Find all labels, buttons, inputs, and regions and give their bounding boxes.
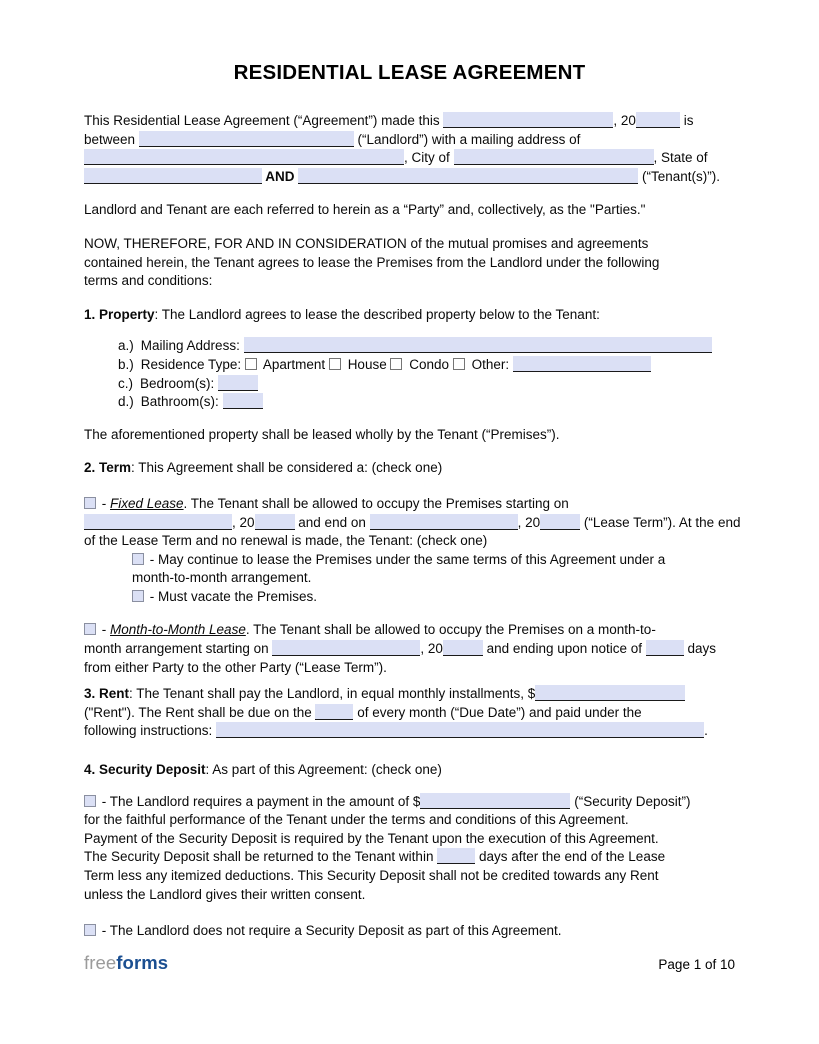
text-segment: : This Agreement shall be considered a: (check one) xyxy=(131,460,443,476)
text-segment: between xyxy=(84,131,139,147)
fixed-lease-label: Fixed Lease xyxy=(110,495,184,511)
fixed-lease-line-3: of the Lease Term and no renewal is made, the Tenant: (check one) xyxy=(84,533,488,549)
text-segment: (“Lease Term”). At the end xyxy=(580,514,741,530)
option-line xyxy=(132,551,735,570)
property-list xyxy=(84,337,735,411)
text-segment: Apartment xyxy=(262,356,326,372)
m2m-line-2 xyxy=(84,640,735,659)
text-segment: The Security Deposit shall be returned to the Tenant within xyxy=(84,849,438,865)
item-label: d.) xyxy=(118,394,134,410)
deposit-line-3: Payment of the Security Deposit is required by the Tenant upon the execution of this Agreement. xyxy=(84,830,659,846)
deposit-required-checkbox[interactable] xyxy=(84,795,96,807)
rent-line-2 xyxy=(84,704,735,723)
mailing-address-field[interactable] xyxy=(244,337,712,353)
text-segment: and end on xyxy=(294,514,370,530)
text-segment: - May continue to lease the Premises under the same terms of this Agreement under a xyxy=(146,551,666,567)
deposit-line-4 xyxy=(84,848,735,867)
text-segment: . The Tenant shall be allowed to occupy the Premises on a month-to- xyxy=(245,622,656,638)
text-segment: is xyxy=(679,113,694,128)
no-deposit-option xyxy=(84,922,735,941)
page-title: RESIDENTIAL LEASE AGREEMENT xyxy=(233,61,586,84)
option-continue-lease xyxy=(84,551,735,588)
deposit-line-6: unless the Landlord gives their written consent. xyxy=(84,886,366,902)
text-line: contained herein, the Tenant agrees to lease the Premises from the Landlord under the following xyxy=(84,254,660,270)
section-number: 3. Rent xyxy=(84,686,130,702)
intro-paragraph xyxy=(84,112,735,186)
text-segment: Bathroom(s): xyxy=(140,394,219,410)
text-segment: , 20 xyxy=(420,641,443,657)
agreement-year-field[interactable] xyxy=(636,112,680,128)
parties-paragraph: Landlord and Tenant are each referred to herein as a “Party” and, collectively, as the "Parties." xyxy=(84,202,646,218)
deposit-return-days-field[interactable] xyxy=(437,848,475,864)
text-segment: following instructions: xyxy=(84,723,217,739)
text-segment: . xyxy=(704,723,708,739)
list-item-bedrooms xyxy=(84,375,735,394)
lease-end-date-field[interactable] xyxy=(370,514,518,530)
fixed-lease-checkbox[interactable] xyxy=(84,497,96,509)
text-segment: . The Tenant shall be allowed to occupy the Premises starting on xyxy=(183,495,569,511)
text-segment: : The Landlord agrees to lease the described property below to the Tenant: xyxy=(154,306,600,322)
text-segment: month arrangement starting on xyxy=(84,641,273,657)
notice-days-field[interactable] xyxy=(646,640,684,656)
text-segment: days after the end of the Lease xyxy=(475,849,666,865)
agreement-day-field[interactable] xyxy=(443,112,613,128)
text-segment: (“Security Deposit”) xyxy=(570,793,691,809)
text-segment: AND xyxy=(262,168,299,184)
landlord-address-field[interactable] xyxy=(84,149,404,165)
continue-lease-checkbox[interactable] xyxy=(132,553,144,565)
deposit-line-1 xyxy=(84,793,735,812)
month-to-month-label: Month-to-Month Lease xyxy=(110,622,246,638)
lease-end-options xyxy=(84,551,735,607)
text-segment: House xyxy=(347,356,387,372)
text-segment: (“Landlord”) with a mailing address of xyxy=(353,131,581,147)
house-checkbox[interactable] xyxy=(329,358,341,370)
option-line: month-to-month arrangement. xyxy=(132,570,312,586)
bathrooms-field[interactable] xyxy=(223,393,263,409)
lease-end-year-field[interactable] xyxy=(540,514,580,530)
text-segment: , 20 xyxy=(232,514,255,530)
text-segment: , City of xyxy=(404,150,454,166)
intro-line-4 xyxy=(84,168,735,187)
item-label: b.) xyxy=(118,356,134,372)
text-segment: ("Rent"). The Rent shall be due on the xyxy=(84,704,316,720)
section-number: 1. Property xyxy=(84,306,155,322)
list-item-bathrooms xyxy=(84,393,735,412)
apartment-checkbox[interactable] xyxy=(245,358,257,370)
section-number: 2. Term xyxy=(84,460,132,476)
due-day-field[interactable] xyxy=(315,704,353,720)
text-segment: , 20 xyxy=(613,113,636,128)
tenant-name-field[interactable] xyxy=(298,168,638,184)
other-residence-field[interactable] xyxy=(513,356,651,372)
list-item-mailing-address xyxy=(84,337,735,356)
deposit-line-5: Term less any itemized deductions. This Security Deposit shall not be credited towards any Rent xyxy=(84,868,659,883)
lease-start-date-field[interactable] xyxy=(84,514,232,530)
fixed-lease-line-1 xyxy=(84,495,735,514)
deposit-line-2: for the faithful performance of the Tenant under the terms and conditions of this Agreement. xyxy=(84,812,629,828)
logo-forms-text: forms xyxy=(116,952,169,973)
premises-note: The aforementioned property shall be leased wholly by the Tenant (“Premises”). xyxy=(84,426,560,442)
vacate-checkbox[interactable] xyxy=(132,590,144,602)
text-segment: , State of xyxy=(653,150,708,166)
section-term-heading xyxy=(84,459,735,478)
intro-line-1 xyxy=(84,112,735,131)
text-segment: (“Tenant(s)”). xyxy=(638,168,721,184)
consideration-paragraph xyxy=(84,235,735,291)
text-segment: - The Landlord requires a payment in the amount of $ xyxy=(98,793,421,809)
text-segment: , 20 xyxy=(517,514,541,530)
no-deposit-checkbox[interactable] xyxy=(84,924,96,936)
text-segment: and ending upon notice of xyxy=(482,641,646,657)
section-number: 4. Security Deposit xyxy=(84,762,206,778)
condo-checkbox[interactable] xyxy=(390,358,402,370)
m2m-line-3: from either Party to the other Party (“Lease Term”). xyxy=(84,659,387,675)
text-segment: : The Tenant shall pay the Landlord, in equal monthly installments, $ xyxy=(129,686,536,702)
text-segment: : As part of this Agreement: (check one) xyxy=(205,762,442,778)
payment-instructions-field[interactable] xyxy=(216,722,704,738)
intro-line-2 xyxy=(84,131,735,150)
text-segment: Condo xyxy=(409,356,450,372)
page-footer xyxy=(84,954,735,975)
rent-line-1 xyxy=(84,685,735,704)
city-field[interactable] xyxy=(454,149,654,165)
text-segment: - Must vacate the Premises. xyxy=(146,588,318,604)
text-segment: of every month (“Due Date”) and paid under the xyxy=(353,704,642,720)
rent-line-3 xyxy=(84,722,735,741)
text-line: NOW, THEREFORE, FOR AND IN CONSIDERATION of the mutual promises and agreements xyxy=(84,235,649,251)
freeforms-logo xyxy=(84,954,168,973)
month-to-month-checkbox[interactable] xyxy=(84,623,96,635)
text-segment: Other: xyxy=(471,356,510,372)
section-property-heading xyxy=(84,306,735,325)
m2m-line-1 xyxy=(84,621,735,640)
page-number: Page 1 of 10 xyxy=(658,957,735,972)
lease-start-year-field[interactable] xyxy=(255,514,295,530)
item-label: a.) xyxy=(118,338,134,354)
text-segment: - xyxy=(98,495,110,511)
text-segment: - xyxy=(98,622,110,638)
m2m-start-year-field[interactable] xyxy=(443,640,483,656)
state-field[interactable] xyxy=(84,168,262,184)
fixed-lease-paragraph xyxy=(84,495,741,551)
intro-line-3 xyxy=(84,149,735,168)
section-deposit-heading xyxy=(84,761,735,780)
text-segment: - The Landlord does not require a Security Deposit as part of this Agreement. xyxy=(98,923,562,939)
other-checkbox[interactable] xyxy=(453,358,465,370)
deposit-required-paragraph xyxy=(84,793,735,905)
deposit-amount-field[interactable] xyxy=(420,793,570,809)
option-vacate xyxy=(84,588,735,607)
month-to-month-paragraph xyxy=(84,621,735,677)
rent-amount-field[interactable] xyxy=(535,685,685,701)
text-segment: Residence Type: xyxy=(140,356,242,372)
fixed-lease-line-2 xyxy=(84,514,741,533)
rent-paragraph xyxy=(84,685,735,741)
logo-free-text: free xyxy=(84,952,117,973)
m2m-start-date-field[interactable] xyxy=(272,640,420,656)
item-label: c.) xyxy=(118,375,133,391)
list-item-residence-type xyxy=(84,356,735,375)
text-line: terms and conditions: xyxy=(84,273,213,289)
landlord-name-field[interactable] xyxy=(139,131,354,147)
text-segment: Bedroom(s): xyxy=(140,375,215,391)
text-segment: days xyxy=(683,641,717,657)
text-segment: This Residential Lease Agreement (“Agreement”) made this xyxy=(84,113,444,128)
bedrooms-field[interactable] xyxy=(218,375,258,391)
text-segment: Mailing Address: xyxy=(140,338,240,354)
